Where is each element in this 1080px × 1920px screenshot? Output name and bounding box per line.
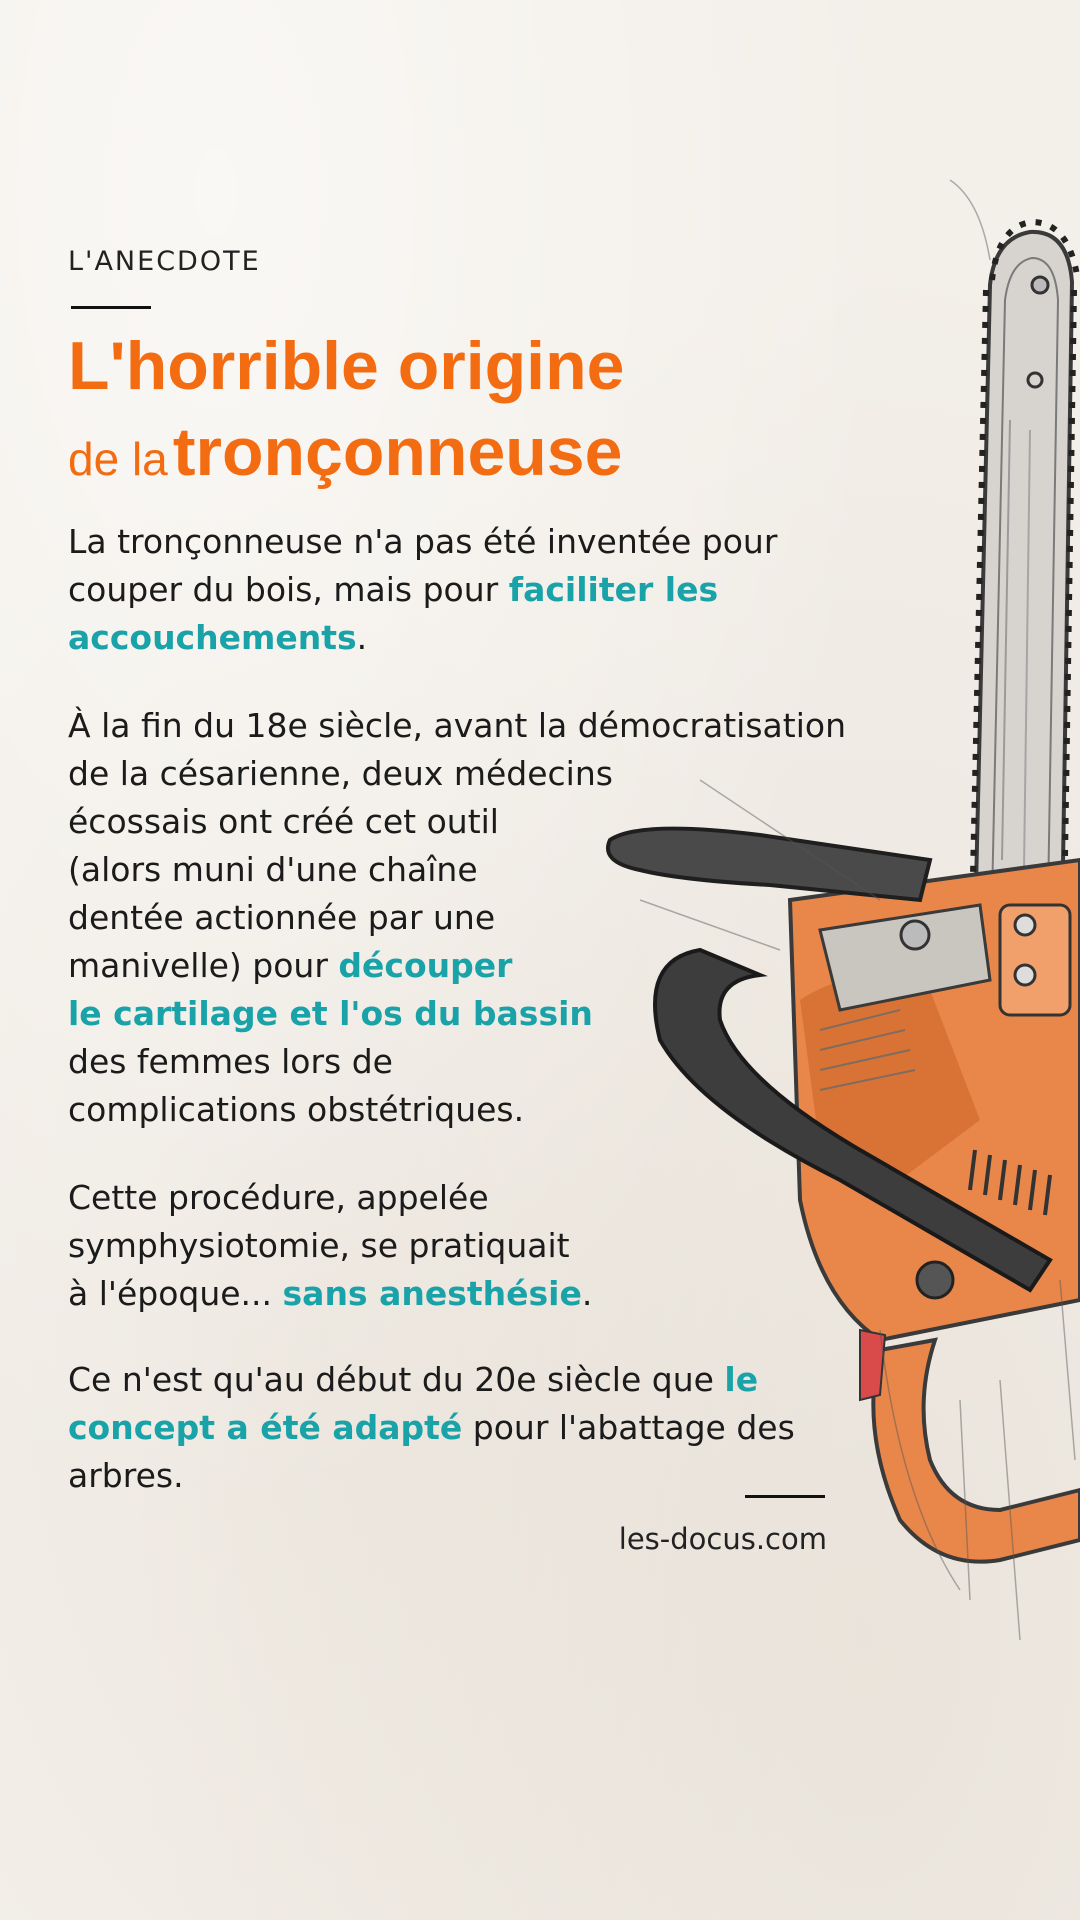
- highlight-anesthesie: sans anesthésie: [282, 1274, 582, 1313]
- divider-bottom: [745, 1495, 825, 1498]
- paragraph-history: À la fin du 18e siècle, avant la démocratisation de la césarienne, deux médecins écossais ont créé cet outil (alors muni d'une chaîne dentée actionnée par une manivelle) pour découper le cartilage et l'os du bassin des femmes lors de complications obstétriques.: [68, 706, 846, 1129]
- highlight-accouchements: faciliter les accouchements: [68, 570, 719, 657]
- site-credit: les-docus.com: [618, 1522, 827, 1556]
- paragraph-conclusion: Ce n'est qu'au début du 20e siècle que le concept a été adapté pour l'abattage des arbres.: [68, 1360, 795, 1495]
- highlight-decouper: découper: [338, 946, 513, 985]
- paragraph-intro: La tronçonneuse n'a pas été inventée pour couper du bois, mais pour faciliter les accouchements.: [68, 522, 778, 657]
- highlight-concept: concept a été adapté: [68, 1408, 463, 1447]
- chainsaw-bar: [972, 222, 1078, 930]
- paragraph-procedure: Cette procédure, appelée symphysiotomie, se pratiquait à l'époque... sans anesthésie.: [68, 1178, 593, 1313]
- headline-line-2: [68, 408, 622, 514]
- headline-prefix: de la: [68, 433, 168, 485]
- headline-keyword: tronçonneuse: [172, 414, 623, 490]
- divider-top: [71, 306, 151, 309]
- section-kicker: L'ANECDOTE: [68, 246, 261, 277]
- headline-line-1: L'horrible origine: [68, 328, 625, 404]
- highlight-bassin: le cartilage et l'os du bassin: [68, 994, 593, 1033]
